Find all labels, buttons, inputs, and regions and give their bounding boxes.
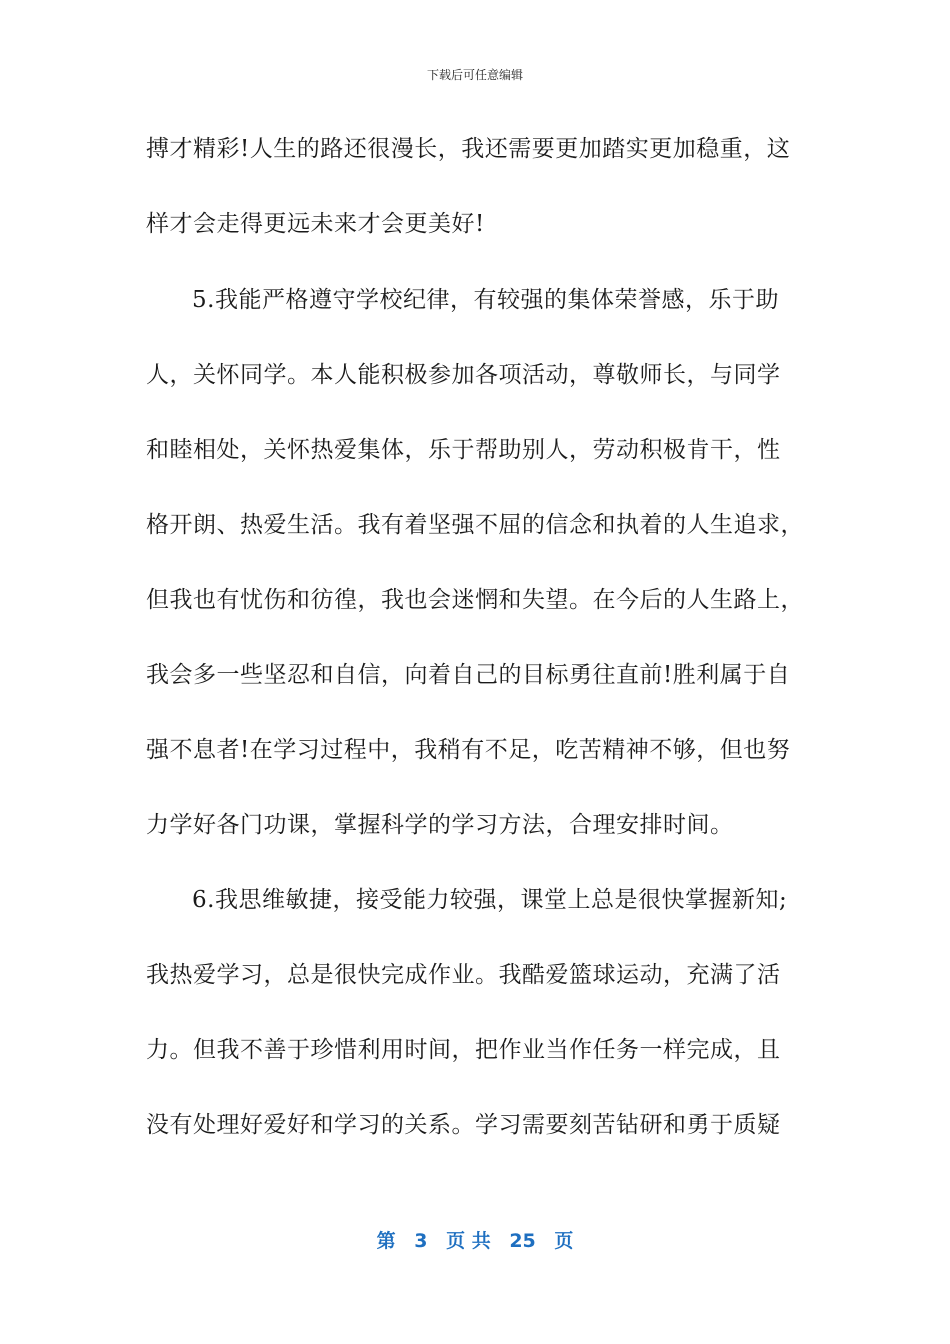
- page-total: 25: [509, 1230, 536, 1252]
- page-number: 3: [414, 1230, 428, 1252]
- body-line-11: 6.我思维敏捷，接受能力较强，课堂上总是很快掌握新知;: [192, 887, 788, 913]
- body-line-8: 我会多一些坚忍和自信，向着自己的目标勇往直前!胜利属于自: [146, 662, 791, 688]
- body-line-3: 5.我能严格遵守学校纪律，有较强的集体荣誉感，乐于助: [192, 287, 779, 313]
- body-line-7: 但我也有忧伤和彷徨，我也会迷惘和失望。在今后的人生路上，: [146, 587, 804, 613]
- body-line-2: 样才会走得更远未来才会更美好!: [146, 211, 485, 237]
- body-line-14: 没有处理好爱好和学习的关系。学习需要刻苦钻研和勇于质疑: [146, 1112, 781, 1138]
- body-line-4: 人，关怀同学。本人能积极参加各项活动，尊敬师长，与同学: [146, 362, 781, 388]
- page-footer: [0, 1226, 950, 1253]
- page-prefix: 第: [376, 1230, 396, 1252]
- body-line-12: 我热爱学习，总是很快完成作业。我酷爱篮球运动，充满了活: [146, 962, 781, 988]
- body-line-13: 力。但我不善于珍惜利用时间，把作业当作任务一样完成，且: [146, 1037, 781, 1063]
- body-line-10: 力学好各门功课，掌握科学的学习方法，合理安排时间。: [146, 812, 734, 838]
- body-line-6: 格开朗、热爱生活。我有着坚强不屈的信念和执着的人生追求，: [146, 512, 804, 538]
- page-middle: 页 共: [446, 1230, 491, 1252]
- page-suffix: 页: [554, 1230, 574, 1252]
- body-line-9: 强不息者!在学习过程中，我稍有不足，吃苦精神不够，但也努: [146, 737, 791, 763]
- body-line-5: 和睦相处，关怀热爱集体，乐于帮助别人，劳动积极肯干，性: [146, 437, 781, 463]
- page-header: 下载后可任意编辑: [426, 68, 523, 82]
- body-line-1: 搏才精彩!人生的路还很漫长，我还需要更加踏实更加稳重，这: [146, 136, 791, 162]
